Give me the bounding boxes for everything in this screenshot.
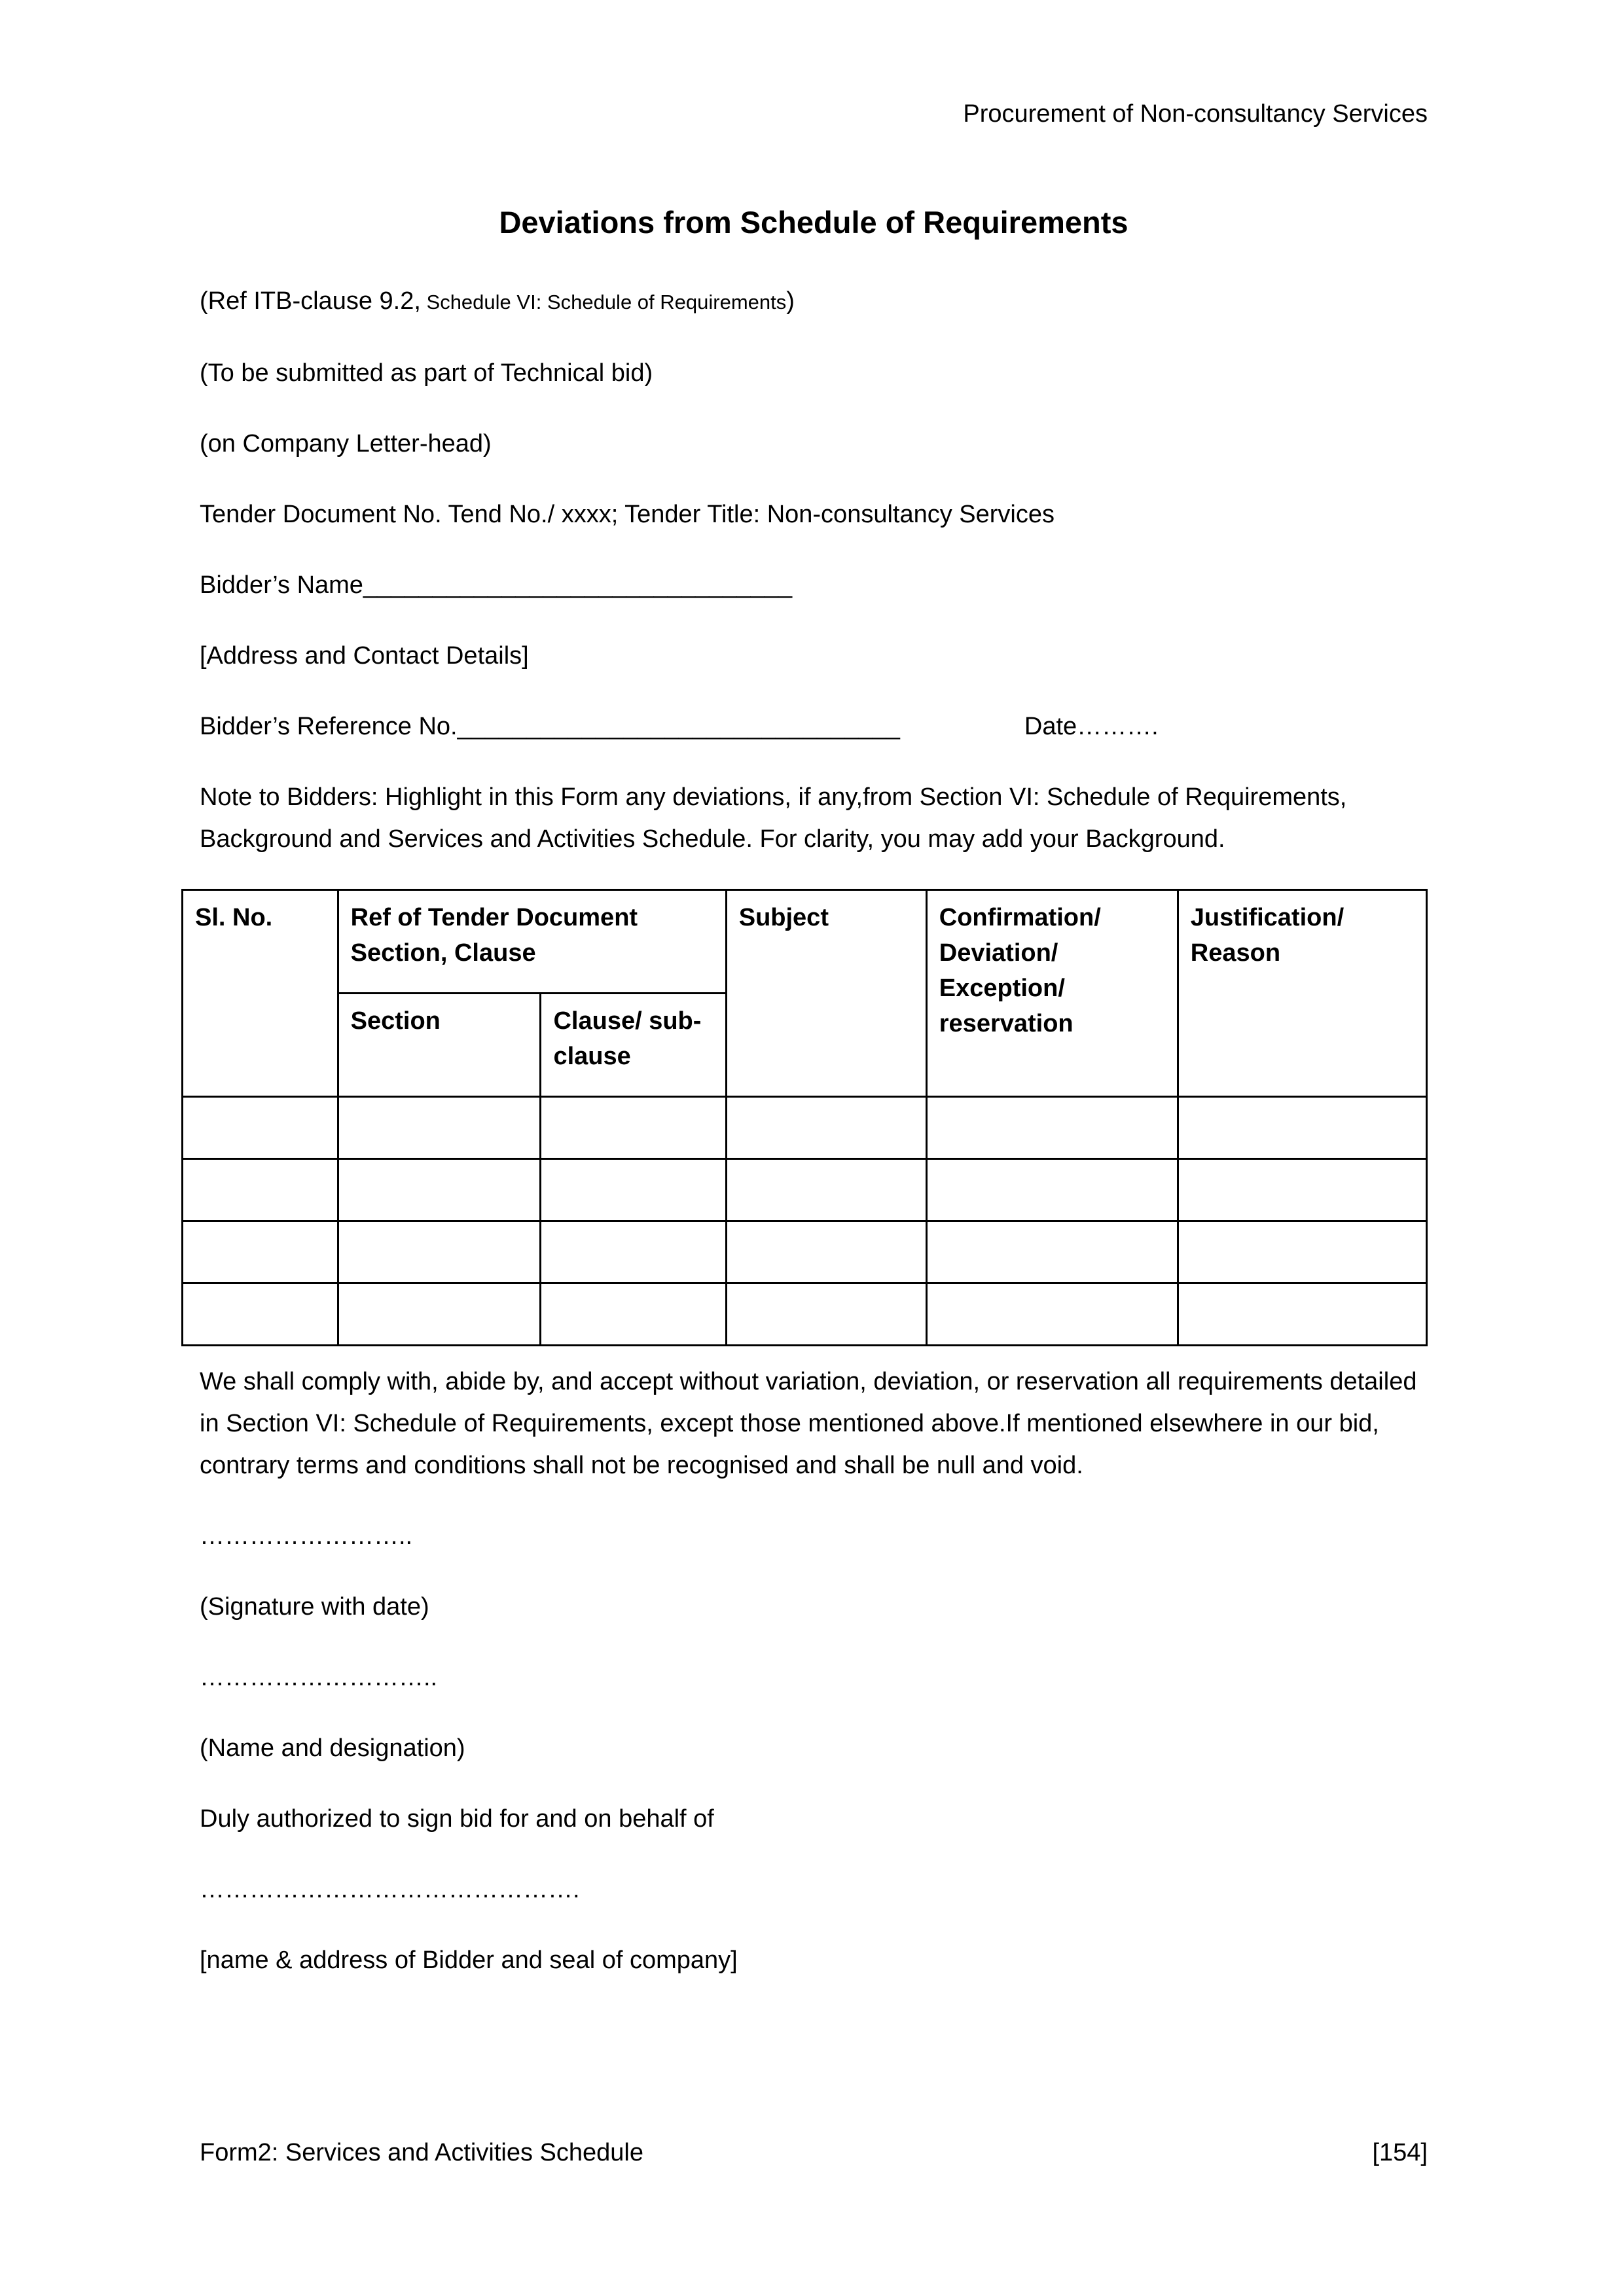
page-footer [200,2137,1428,2168]
table-empty-cell [726,1283,926,1346]
table-empty-cell [541,1221,726,1283]
table-empty-cell [183,1097,338,1159]
compliance-paragraph: We shall comply with, abide by, and accept without variation, deviation, or reservation all requirements detailed in Section VI: Schedule of Requirements, except those mentioned above.If mentioned elsewhere in our bid, contrary terms and conditions shall not be recognised and shall be null and void. [200,1368,1417,1479]
table-empty-cell [726,1159,926,1221]
signature-dots: …………………….. [200,1522,413,1550]
table-empty-cell [338,1221,541,1283]
bidder-seal-label: [name & address of Bidder and seal of company] [200,1946,738,1974]
page-title: Deviations from Schedule of Requirements [499,205,1128,240]
table-empty-row [183,1221,1427,1283]
table-empty-cell [726,1221,926,1283]
th-confirmation: Confirmation/ Deviation/ Exception/ reservation [926,890,1178,1097]
technical-bid-note: (To be submitted as part of Technical bid) [200,359,653,387]
address-line: [Address and Contact Details] [200,642,529,670]
table-empty-cell [926,1097,1178,1159]
table-empty-cell [926,1221,1178,1283]
authorization-line: Duly authorized to sign bid for and on behalf of [200,1805,714,1833]
table-empty-cell [183,1159,338,1221]
signature-label: (Signature with date) [200,1593,429,1621]
table-empty-row [183,1283,1427,1346]
table-empty-cell [183,1221,338,1283]
footer-page-number: [154] [1372,2139,1428,2166]
reference-no-text: Bidder’s Reference No.________________________________ [200,713,900,740]
deviations-table [181,889,1428,1346]
table-empty-cell [926,1159,1178,1221]
table-empty-cell [541,1159,726,1221]
table-empty-cell [926,1283,1178,1346]
th-subject: Subject [726,890,926,1097]
footer-left-text: Form2: Services and Activities Schedule [200,2139,643,2166]
name-dots: ……………………….. [200,1664,438,1691]
tender-line: Tender Document No. Tend No./ xxxx; Tender Title: Non-consultancy Services [200,501,1055,528]
bidder-dots: ………………………………………. [200,1876,580,1903]
letterhead-note: (on Company Letter-head) [200,430,492,457]
table-empty-cell [1178,1159,1426,1221]
th-section: Section [338,994,541,1097]
table-empty-cell [1178,1283,1426,1346]
table-empty-cell [338,1159,541,1221]
page-header [200,98,1428,130]
th-clause: Clause/ sub-clause [541,994,726,1097]
th-ref-group: Ref of Tender Document Section, Clause [338,890,726,994]
name-designation-label: (Name and designation) [200,1734,465,1762]
th-sl-no: Sl. No. [183,890,338,1097]
table-header-row-1 [183,890,1427,994]
ref-prefix: (Ref ITB-clause 9.2, [200,287,421,315]
table-empty-row [183,1159,1427,1221]
table-empty-cell [726,1097,926,1159]
bidder-name-line: Bidder’s Name_______________________________ [200,571,793,599]
table-empty-cell [338,1097,541,1159]
date-text: Date………. [1024,713,1159,740]
note-to-bidders: Note to Bidders: Highlight in this Form any deviations, if any,from Section VI: Schedule of Requirements, Background and Services and Activities Schedule. For clarity, you may add your Background. [200,783,1347,853]
table-empty-row [183,1097,1427,1159]
table-empty-cell [541,1097,726,1159]
th-justification: Justification/ Reason [1178,890,1426,1097]
ref-small-text: Schedule VI: Schedule of Requirements [420,291,787,314]
ref-suffix: ) [786,287,795,315]
table-empty-cell [541,1283,726,1346]
table-empty-cell [1178,1221,1426,1283]
table-empty-cell [1178,1097,1426,1159]
reference-date-line [200,706,1428,747]
table-empty-cell [338,1283,541,1346]
header-right-text: Procurement of Non-consultancy Services [963,100,1428,128]
table-empty-cell [183,1283,338,1346]
ref-line [200,280,1428,323]
